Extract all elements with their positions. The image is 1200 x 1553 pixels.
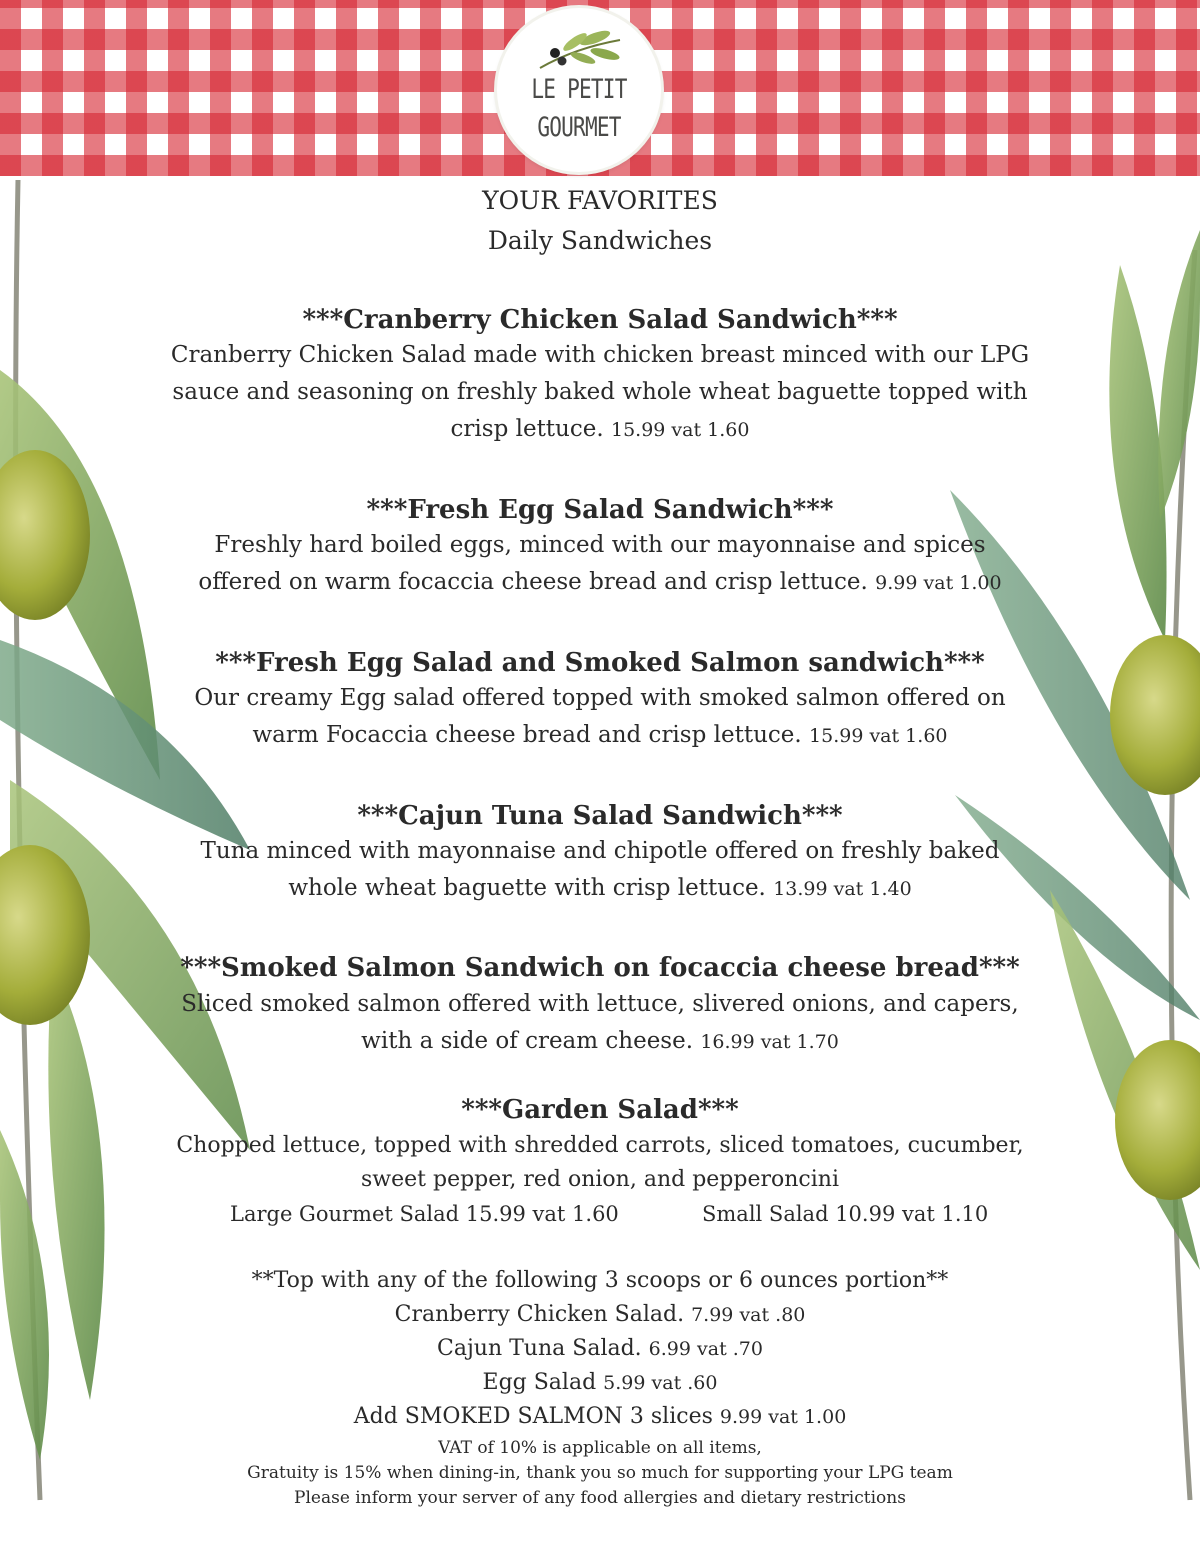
topping-item <box>0 1404 1200 1429</box>
topping-price: 7.99 vat .80 <box>691 1304 806 1326</box>
menu-item-description: Sliced smoked salmon offered with lettuce, slivered onions, and capers, <box>181 991 1019 1017</box>
menu-item-description: Our creamy Egg salad offered topped with smoked salmon offered on <box>194 685 1006 711</box>
topping-name: Egg Salad <box>482 1370 597 1395</box>
large-salad-price: Large Gourmet Salad 15.99 vat 1.60 <box>230 1202 619 1226</box>
allergy-notice: Please inform your server of any food allergies and dietary restrictions <box>294 1488 906 1508</box>
menu-item-last-line <box>0 416 1200 442</box>
topping-price: 6.99 vat .70 <box>648 1338 763 1360</box>
brand-name-line1: LE PETIT <box>531 74 627 105</box>
menu-item-title: ***Fresh Egg Salad and Smoked Salmon sandwich*** <box>215 648 985 678</box>
topping-price: 9.99 vat 1.00 <box>719 1406 847 1428</box>
menu-item-description: with a side of cream cheese. <box>361 1028 694 1054</box>
olive-sprig-icon <box>535 28 625 78</box>
garden-salad-title: ***Garden Salad*** <box>461 1095 739 1125</box>
menu-item-title: ***Fresh Egg Salad Sandwich*** <box>366 495 834 525</box>
menu-item-last-line <box>0 875 1200 901</box>
toppings-heading: **Top with any of the following 3 scoops or 6 ounces portion** <box>251 1268 949 1293</box>
menu-item-title: ***Cajun Tuna Salad Sandwich*** <box>357 801 843 831</box>
menu-item-description: warm Focaccia cheese bread and crisp lettuce. <box>252 722 802 748</box>
menu-item-price: 15.99 vat 1.60 <box>610 419 750 441</box>
menu-item-price: 16.99 vat 1.70 <box>700 1031 839 1053</box>
topping-name: Cajun Tuna Salad. <box>437 1336 642 1361</box>
topping-item <box>0 1370 1200 1395</box>
menu-item-title: ***Smoked Salmon Sandwich on focaccia cheese bread*** <box>180 953 1020 983</box>
topping-name: Add SMOKED SALMON 3 slices <box>353 1404 713 1429</box>
menu-item-description: Tuna minced with mayonnaise and chipotle offered on freshly baked <box>200 838 1000 864</box>
topping-price: 5.99 vat .60 <box>603 1372 718 1394</box>
section-subheading: Daily Sandwiches <box>487 226 713 255</box>
menu-item-description: crisp lettuce. <box>450 416 604 442</box>
menu-item-description: whole wheat baguette with crisp lettuce. <box>288 875 766 901</box>
vat-notice: VAT of 10% is applicable on all items, <box>438 1438 762 1458</box>
topping-name: Cranberry Chicken Salad. <box>394 1302 685 1327</box>
menu-item-price: 15.99 vat 1.60 <box>809 725 948 747</box>
menu-item-last-line <box>0 1028 1200 1054</box>
section-heading: YOUR FAVORITES <box>482 186 718 215</box>
gratuity-notice: Gratuity is 15% when dining-in, thank you so much for supporting your LPG team <box>247 1463 953 1483</box>
menu-item-title: ***Cranberry Chicken Salad Sandwich*** <box>302 305 898 335</box>
brand-name-line2: GOURMET <box>537 112 621 143</box>
topping-item <box>0 1302 1200 1327</box>
menu-item-price: 9.99 vat 1.00 <box>875 572 1002 594</box>
menu-item-price: 13.99 vat 1.40 <box>773 878 912 900</box>
menu-item-description: Freshly hard boiled eggs, minced with our mayonnaise and spices <box>214 532 986 558</box>
topping-item <box>0 1336 1200 1361</box>
menu-item-last-line <box>0 722 1200 748</box>
menu-item-last-line <box>0 569 1200 595</box>
leaf-shape <box>1158 230 1200 520</box>
small-salad-price: Small Salad 10.99 vat 1.10 <box>702 1202 989 1226</box>
menu-item-description: offered on warm focaccia cheese bread and crisp lettuce. <box>198 569 868 595</box>
garden-salad-description: Chopped lettuce, topped with shredded carrots, sliced tomatoes, cucumber, <box>176 1133 1024 1158</box>
brand-logo <box>497 8 661 172</box>
garden-salad-description: sweet pepper, red onion, and pepperoncini <box>361 1167 839 1192</box>
menu-item-description: sauce and seasoning on freshly baked whole wheat baguette topped with <box>172 379 1028 405</box>
menu-item-description: Cranberry Chicken Salad made with chicken breast minced with our LPG <box>170 342 1030 368</box>
